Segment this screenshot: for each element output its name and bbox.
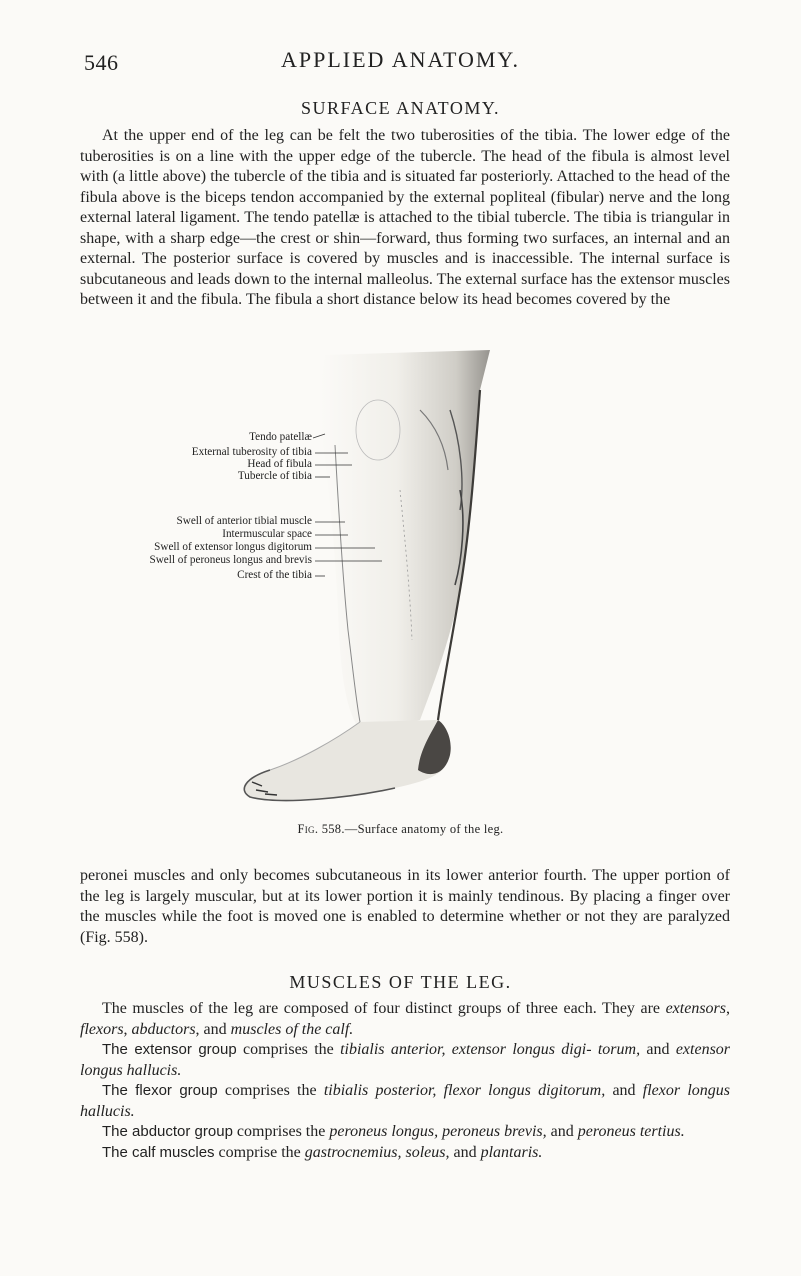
extensor-group-muscles-1: tibialis anterior, extensor longus digi- [340,1041,592,1058]
muscles-intro-paragraph: The muscles of the leg are composed of four distinct groups of three each. They are extensors, flexors, abductors, and muscles of the calf. The extensor group comprises the tibialis anterior, extensor longus digi- torum, and extensor longus hallucis. The flexor group comprises the tibialis posterior, flexor longus digitorum, and flexor longus hallucis. The abductor group comprises the peroneus longus, peroneus brevis, and peroneus tertius. The calf muscles comprise the gastrocnemius, soleus, and plantaris. [80,999,730,1163]
label-swell-peroneus: Swell of peroneus longus and brevis [149,554,312,566]
label-swell-anterior-tibial: Swell of anterior tibial muscle [176,515,312,527]
figure-caption-label: Fig. 558. [297,822,345,836]
flexor-group-and: and [612,1082,636,1099]
label-crest-of-tibia: Crest of the tibia [237,569,312,581]
figure-caption [0,822,801,837]
extensor-group-line [80,1040,730,1081]
calf-group-name: The calf muscles [102,1143,215,1161]
surface-anatomy-paragraph: At the upper end of the leg can be felt the two tuberosities of the tibia. The lower edge of the tuberosities is on a line with the upper edge of the tubercle. The head of the fibula is almost level with (a little above) the tubercle of the tibia and is situated far posteriorly. Attached to the head of the fibula above is the biceps tendon accompanied by the external popliteal (fibular) nerve and the long external lateral ligament. The tendo patellæ is attached to the tibial tubercle. The tibia is triangular in shape, with a sharp edge—the crest or shin—forward, thus forming two surfaces, an internal and an external. The posterior surface is covered by muscles and is inaccessible. The internal surface is subcutaneous and leads down to the internal malleolus. The external surface has the extensor muscles between it and the fibula. The fibula a short distance below its head becomes covered by the [80,127,730,308]
page-number: 546 [84,50,119,75]
intro-item-calf: muscles of the calf. [230,1020,354,1038]
abductor-group-line [80,1122,730,1143]
figure-leg-surface-anatomy [120,350,720,820]
figure-caption-text: —Surface anatomy of the leg. [344,822,504,836]
calf-group-muscles-1: gastrocnemius, soleus, [304,1143,450,1161]
flexor-group-line [80,1081,730,1122]
extensor-group-name: The extensor group [102,1041,237,1058]
flexor-group-name: The flexor group [102,1082,218,1099]
extensor-group-text: comprises the [243,1041,334,1058]
extensor-group-muscles-3: extensor longus hallucis. [80,1041,731,1079]
extensor-group-and: and [646,1041,670,1058]
abductor-group-text: comprises the [236,1123,326,1140]
label-intermuscular-space: Intermuscular space [222,528,312,540]
flexor-group-text: comprises the [224,1082,317,1099]
intro-text: The muscles of the leg are composed of four distinct groups of three each. They are [102,1000,661,1017]
abductor-group-and: and [550,1123,574,1140]
abductor-group-name: The abductor group [102,1123,233,1140]
leg-illustration [120,350,720,820]
label-swell-extensor-longus: Swell of extensor longus digitorum [154,541,312,553]
continuation-paragraph: peronei muscles and only becomes subcutaneous in its lower anterior fourth. The upper portion of the leg is largely muscular, but at its lower portion it is mainly tendinous. By placing a finger over the muscles while the foot is moved one is enabled to determine whether or not they are paralyzed (Fig. 558). [80,867,730,946]
label-external-tuberosity: External tuberosity of tibia [191,446,312,458]
label-tendo-patellae: Tendo patellæ [249,431,312,443]
intro-item-flexors: flexors [80,1020,124,1038]
calf-group-line [80,1143,730,1164]
abductor-group-muscles-2: peroneus tertius. [577,1123,685,1140]
flexor-group-muscles-2: flexor longus hallucis. [80,1082,731,1120]
section-title-muscles-of-leg: MUSCLES OF THE LEG. [289,972,512,992]
section-title-surface-anatomy: SURFACE ANATOMY. [300,98,501,118]
running-head: APPLIED ANATOMY. [280,47,520,72]
calf-group-and: and [453,1143,477,1161]
calf-group-muscles-2: plantaris. [480,1143,543,1161]
abductor-group-muscles-1: peroneus longus, peroneus brevis, [329,1123,547,1140]
label-tubercle-of-tibia: Tubercle of tibia [237,470,312,482]
calf-group-text: comprise the [218,1143,301,1161]
label-head-of-fibula: Head of fibula [247,458,312,470]
intro-item-abductors: abductors [131,1020,196,1038]
flexor-group-muscles-1: tibialis posterior, flexor longus digitorum, [323,1082,606,1099]
intro-item-extensors: extensors [665,1000,727,1017]
extensor-group-muscles-2: torum, [597,1041,641,1058]
